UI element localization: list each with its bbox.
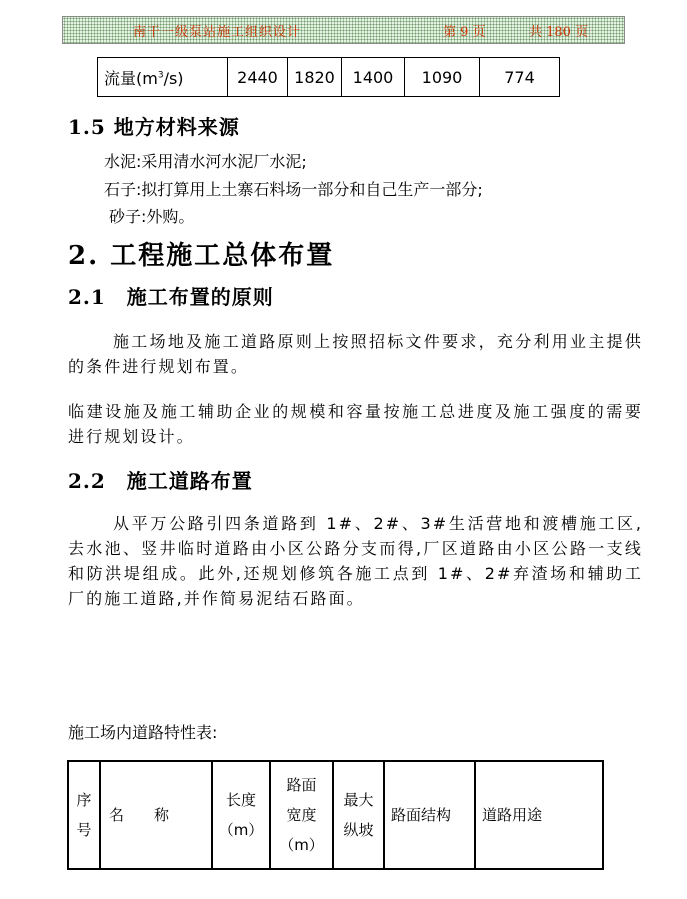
header-slope-line2: 纵坡	[343, 821, 374, 839]
header-length-line2: （m）	[218, 821, 264, 839]
header-length-line1: 长度	[225, 791, 256, 809]
column-header-width	[270, 761, 333, 869]
flow-label-suffix: /s)	[163, 68, 184, 88]
flow-table-row	[98, 58, 560, 97]
material-stone: 石子:拟打算用上土寨石料场一部分和自己生产一部分;	[104, 180, 483, 199]
flow-label-cell	[98, 58, 228, 97]
header-number-line1: 序	[76, 791, 92, 809]
heading-2-2: 2.2 施工道路布置	[68, 469, 253, 493]
header-slope-line1: 最大	[343, 791, 374, 809]
heading-2-1: 2.1 施工布置的原则	[68, 285, 274, 309]
header-number-line2: 号	[76, 821, 92, 839]
header-doc-title: 南干一级泵站施工组织设计	[133, 25, 302, 40]
column-header-slope	[333, 761, 384, 869]
page-header	[62, 16, 625, 44]
header-width-line1: 路面	[286, 776, 317, 794]
paragraph-road-layout: 从平万公路引四条道路到 1#、2#、3#生活营地和渡槽施工区,去水池、竖井临时道路由小区公路分支而得,厂区道路由小区公路一支线和防洪堤组成。此外,还规划修筑各施工点到 1#、2#弃渣场和辅助工厂的施工道路,并作简易泥结石路面。	[68, 514, 643, 608]
column-header-use: 道路用途	[475, 761, 603, 869]
column-header-structure: 路面结构	[384, 761, 475, 869]
flow-label-prefix: 流量(m	[104, 68, 158, 88]
heading-1-5: 1.5 地方材料来源	[68, 115, 240, 139]
paragraph-temporary-facilities: 临建设施及施工辅助企业的规模和容量按施工总进度及施工强度的需要进行规划设计。	[68, 402, 643, 446]
header-total-pages: 共 180 页	[529, 25, 589, 40]
flow-value-cell: 774	[480, 58, 560, 97]
flow-value-cell: 2440	[228, 58, 288, 97]
flow-label-sup: 3	[157, 70, 164, 81]
header-page-number: 第 9 页	[443, 25, 486, 40]
road-table-caption: 施工场内道路特性表:	[68, 723, 218, 742]
column-header-number	[68, 761, 100, 869]
column-header-name: 名 称	[100, 761, 212, 869]
table-header-row	[68, 761, 603, 869]
paragraph-layout-principle: 施工场地及施工道路原则上按照招标文件要求，充分利用业主提供的条件进行规划布置。	[68, 332, 643, 376]
road-characteristics-table	[67, 760, 604, 870]
header-width-line3: （m）	[279, 836, 324, 854]
flow-value-cell: 1090	[405, 58, 480, 97]
flow-value-cell: 1820	[288, 58, 342, 97]
header-width-line2: 宽度	[286, 806, 317, 824]
column-header-length	[212, 761, 270, 869]
flow-value-cell: 1400	[342, 58, 405, 97]
material-sand: 砂子:外购。	[109, 207, 195, 226]
material-cement: 水泥:采用清水河水泥厂水泥;	[104, 152, 307, 171]
flow-table	[97, 57, 560, 97]
heading-2: 2. 工程施工总体布置	[68, 241, 335, 271]
